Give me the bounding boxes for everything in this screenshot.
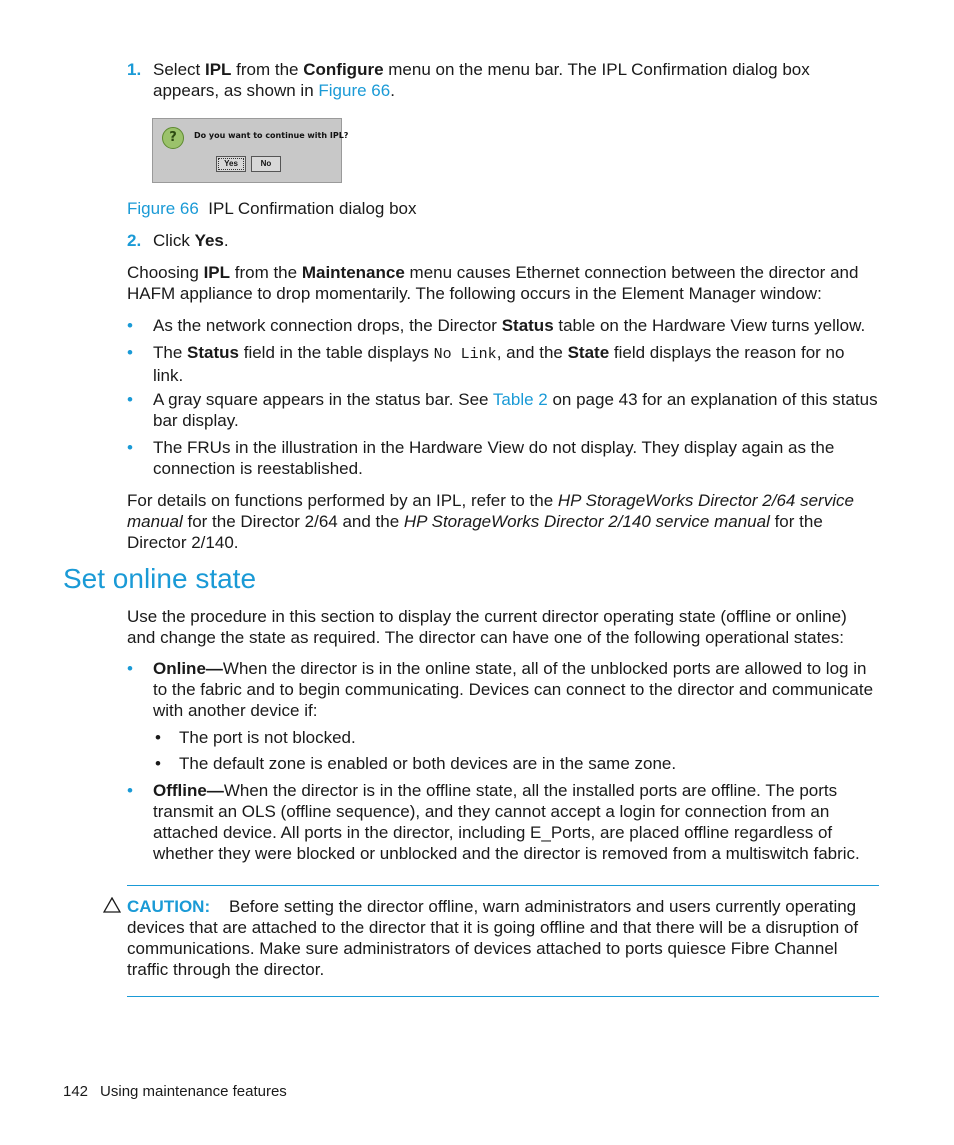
section-heading: Set online state <box>63 563 257 594</box>
caution-bottom-rule <box>127 996 879 997</box>
paragraph-service-manuals: For details on functions performed by an IPL, refer to the HP StorageWorks Director 2/64 service manual for the Director 2/64 and the HP StorageWorks Director 2/140 service manual for the Director 2/140. <box>127 491 854 552</box>
step-number: 1. <box>127 60 142 79</box>
yes-button[interactable]: Yes <box>216 156 246 172</box>
footer-title: Using maintenance features <box>100 1083 287 1100</box>
ipl-term: IPL <box>204 60 232 79</box>
step-2-text: Click Yes. <box>153 231 229 250</box>
configure-term: Configure <box>303 60 384 79</box>
list-item: • The Status field in the table displays No Link, and the State field displays the reason for no link. <box>127 343 845 385</box>
bullet-icon: • <box>127 390 133 409</box>
list-item-offline: • Offline—When the director is in the offline state, all the installed ports are offline. The ports transmit an OLS (offline sequence), and they cannot accept a login for connection from an attached device. All ports in the director, including E_Ports, are placed offline regardless of whether they were blocked or unblocked and the director is removed from a multiswitch fabric. <box>127 781 860 863</box>
caution-triangle-icon <box>103 897 121 913</box>
dialog-message: Do you want to continue with IPL? <box>194 131 349 140</box>
table-2-link[interactable]: Table 2 <box>492 390 548 409</box>
figure-caption-text: IPL Confirmation dialog box <box>208 199 417 218</box>
sub-list-item: • The port is not blocked. <box>155 728 356 747</box>
list-item: • As the network connection drops, the Director Status table on the Hardware View turns yellow. <box>127 316 866 335</box>
yes-term: Yes <box>194 231 224 250</box>
no-link-code: No Link <box>433 346 497 363</box>
figure-66-link[interactable]: Figure 66 <box>318 81 391 100</box>
list-item: • A gray square appears in the status bar. See Table 2 on page 43 for an explanation of this status bar display. <box>127 390 878 430</box>
figure-caption <box>127 198 417 219</box>
maintenance-term: Maintenance <box>301 263 405 282</box>
paragraph-ipl-effects: Choosing IPL from the Maintenance menu causes Ethernet connection between the director and HAFM appliance to drop momentarily. The following occurs in the Element Manager window: <box>127 263 859 303</box>
bullet-icon: • <box>155 754 161 773</box>
bullet-icon: • <box>155 728 161 747</box>
question-icon: ? <box>162 127 184 149</box>
figure-label: Figure 66 <box>127 199 199 218</box>
step-2 <box>127 230 879 251</box>
offline-label: Offline— <box>153 781 224 800</box>
ipl-confirmation-dialog <box>152 118 349 183</box>
bullet-icon: • <box>127 781 133 800</box>
sub-list-item: • The default zone is enabled or both devices are in the same zone. <box>155 754 677 773</box>
caution-label: CAUTION: <box>127 897 211 916</box>
paragraph-states-intro: Use the procedure in this section to display the current director operating state (offline or online) and change the state as required. The director can have one of the following operational states: <box>127 607 847 647</box>
step-1-text: Select IPL from the Configure menu on the menu bar. The IPL Confirmation dialog box appears, as shown in Figure 66. <box>153 60 810 100</box>
bullet-icon: • <box>127 438 133 457</box>
page-footer <box>63 1082 287 1102</box>
online-label: Online— <box>153 659 223 678</box>
bullet-icon: • <box>127 316 133 335</box>
bullet-icon: • <box>127 343 133 362</box>
caution-top-rule <box>127 885 879 886</box>
list-item: • The FRUs in the illustration in the Hardware View do not display. They display again as the connection is reestablished. <box>127 438 835 478</box>
no-button[interactable]: No <box>251 156 281 172</box>
page-number: 142 <box>63 1083 89 1100</box>
list-item-online: • Online—When the director is in the online state, all of the unblocked ports are allowed to log in to the fabric and to begin communicating. Devices can connect to the director and communicate with another device if: <box>127 659 874 720</box>
bullet-icon: • <box>127 659 133 678</box>
step-1 <box>127 59 879 101</box>
step-number: 2. <box>127 231 142 250</box>
caution-text: CAUTION: Before setting the director offline, warn administrators and users currently operating devices that are attached to the director that it is going offline and that there will be a disruption of communications. Make sure administrators of devices attached to ports quiesce Fibre Channel traffic through the director. <box>127 897 859 979</box>
